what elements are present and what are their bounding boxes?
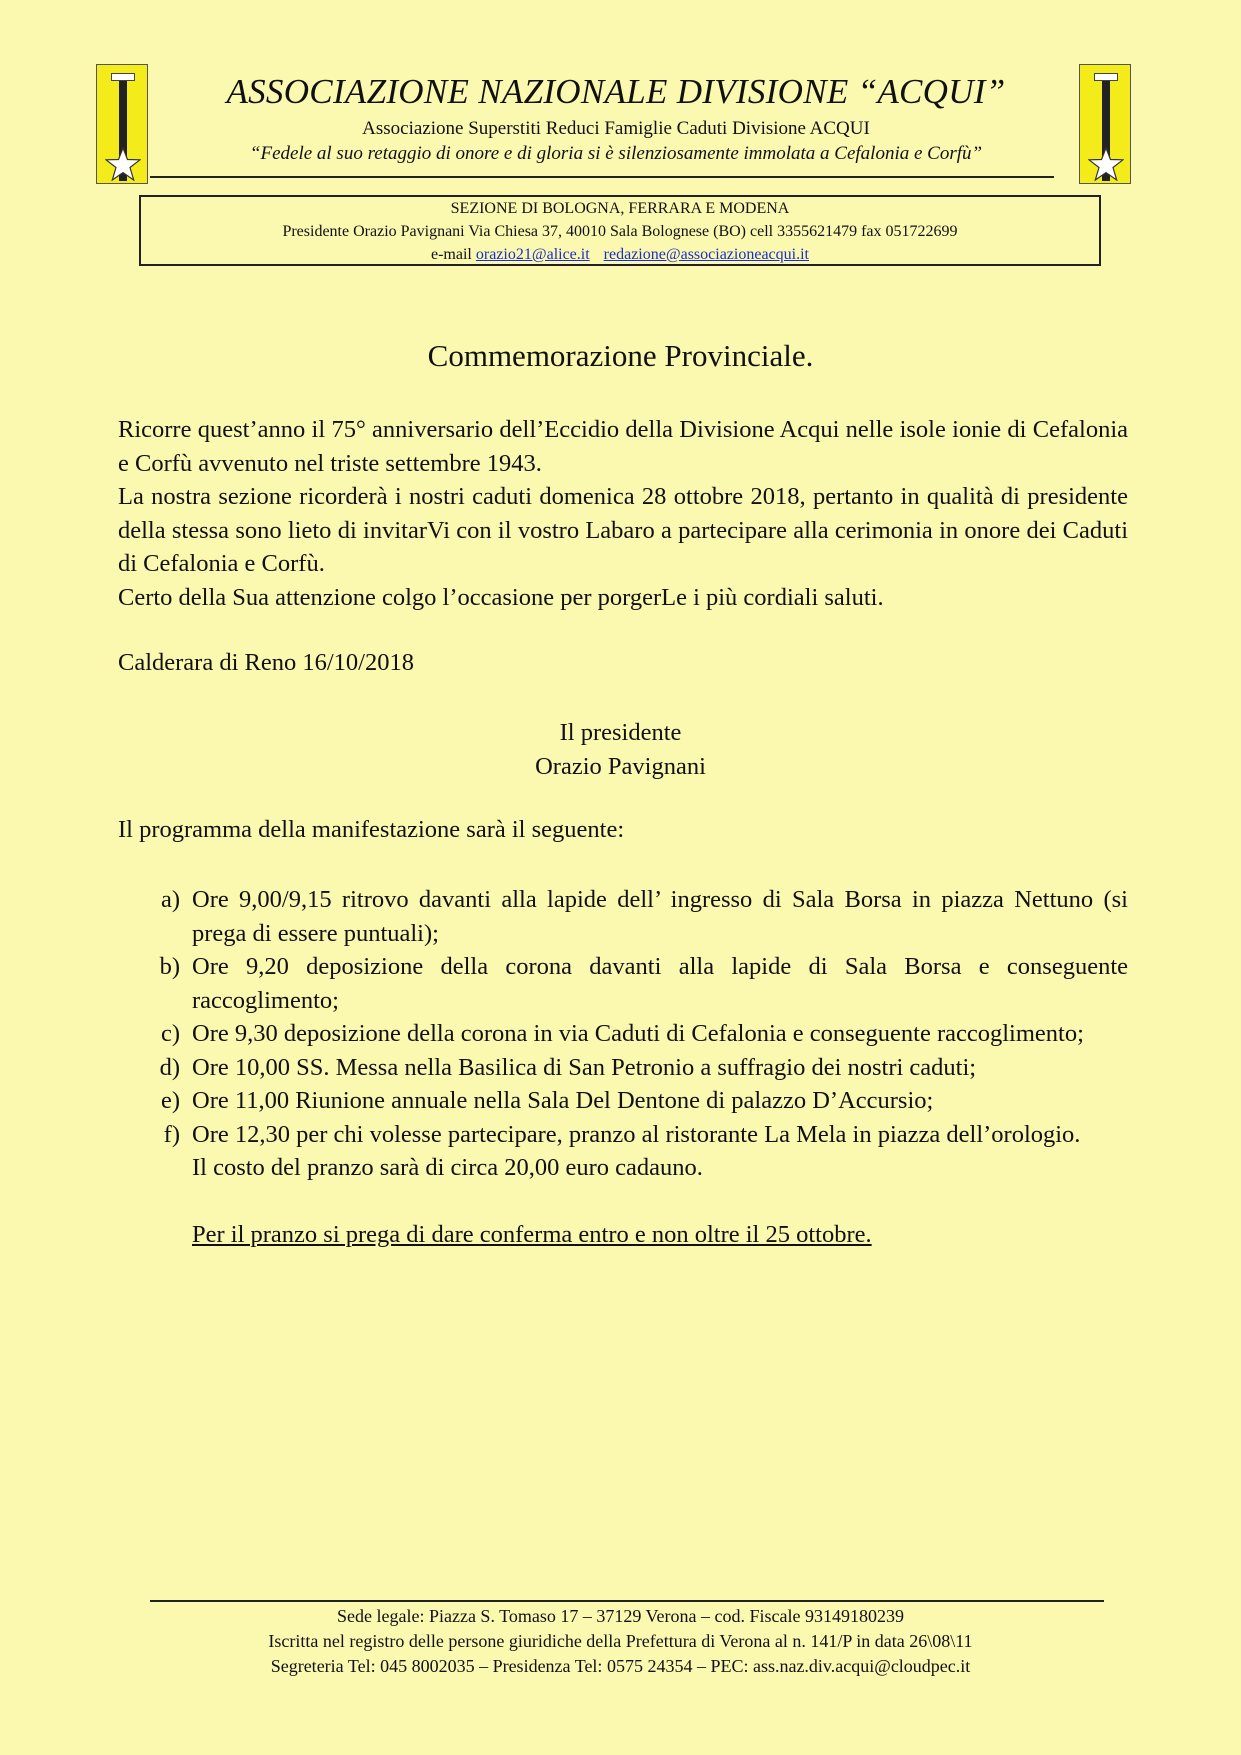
section-email-line — [141, 243, 1099, 266]
footer-divider — [150, 1600, 1104, 1602]
program-list — [118, 883, 1128, 1252]
badge-left-emblem — [96, 64, 148, 184]
signature-role: Il presidente — [559, 719, 682, 746]
section-president-contact: Presidente Orazio Pavignani Via Chiesa 37, 40010 Sala Bolognese (BO) cell 3355621479 fax 051722699 — [282, 223, 958, 240]
program-intro: Il programma della manifestazione sarà il seguente: — [118, 816, 625, 843]
place-date: Calderara di Reno 16/10/2018 — [118, 649, 414, 676]
email-label: e-mail — [431, 246, 472, 263]
association-motto: “Fedele al suo retaggio di onore e di gloria si è silenziosamente immolata a Cefalonia e Corfù” — [249, 143, 983, 164]
letter-body — [118, 413, 1128, 614]
signature-block — [0, 716, 1241, 783]
email-link-president[interactable]: orazio21@alice.it — [475, 246, 590, 263]
footer-contacts: Segreteria Tel: 045 8002035 – Presidenza Tel: 0575 24354 – PEC: ass.naz.div.acqui@cloudpec.it — [270, 1656, 971, 1676]
program-item-text: Ore 12,30 per chi volesse partecipare, pranzo al ristorante La Mela in piazza dell’orologio. — [192, 1120, 1081, 1148]
footer-legal-seat: Sede legale: Piazza S. Tomaso 17 – 37129 Verona – cod. Fiscale 93149180239 — [337, 1606, 904, 1626]
association-subtitle: Associazione Superstiti Reduci Famiglie Caduti Divisione ACQUI — [362, 118, 870, 139]
program-item-marker: d) — [159, 1053, 180, 1081]
program-item-marker: b) — [159, 953, 180, 980]
badge-cap — [1094, 73, 1118, 81]
paragraph: Certo della Sua attenzione colgo l’occasione per porgerLe i più cordiali saluti. — [118, 583, 884, 611]
paragraph: La nostra sezione ricorderà i nostri caduti domenica 28 ottobre 2018, pertanto in qualità di presidente della stessa sono lieto di invitarVi con il vostro Labaro a partecipare alla cerimonia in onore dei Caduti di Cefalonia e Corfù. — [118, 483, 1128, 577]
program-item-text: Ore 9,00/9,15 ritrovo davanti alla lapide dell’ ingresso di Sala Borsa in piazza Nettuno (si prega di essere puntuali); — [192, 886, 1128, 947]
paragraph: Ricorre quest’anno il 75° anniversario dell’Eccidio della Divisione Acqui nelle isole ionie di Cefalonia e Corfù avvenuto nel triste settembre 1943. — [118, 416, 1128, 477]
program-item-text: Ore 10,00 SS. Messa nella Basilica di San Petronio a suffragio dei nostri caduti; — [192, 1053, 977, 1081]
section-info-box — [139, 195, 1101, 266]
program-item-marker: f) — [163, 1120, 180, 1148]
program-item — [118, 883, 1128, 950]
star-icon — [1088, 147, 1124, 181]
document-title: Commemorazione Provinciale. — [427, 338, 814, 373]
cost-note: Il costo del pranzo sarà di circa 20,00 euro cadauno. — [192, 1154, 703, 1181]
program-item-text: Ore 9,30 deposizione della corona in via Caduti di Cefalonia e conseguente raccoglimento; — [192, 1020, 1084, 1047]
program-item — [118, 1051, 1128, 1085]
program-item-marker: c) — [160, 1020, 180, 1047]
program-item-marker: a) — [160, 886, 180, 913]
section-name: SEZIONE DI BOLOGNA, FERRARA E MODENA — [450, 200, 790, 217]
confirm-note: Per il pranzo si prega di dare conferma entro e non oltre il 25 ottobre. — [192, 1221, 872, 1248]
footer — [0, 1604, 1241, 1679]
email-link-redazione[interactable]: redazione@associazioneacqui.it — [603, 246, 809, 263]
program-item — [118, 1084, 1128, 1118]
program-item-text: Ore 11,00 Riunione annuale nella Sala Del Dentone di palazzo D’Accursio; — [192, 1087, 934, 1114]
signature-name: Orazio Pavignani — [535, 752, 706, 780]
header-divider — [150, 176, 1054, 178]
badge-cap — [111, 73, 135, 81]
star-icon — [105, 147, 141, 181]
program-item — [118, 950, 1128, 1017]
program-item-text: Ore 9,20 deposizione della corona davanti alla lapide di Sala Borsa e conseguente raccoglimento; — [192, 953, 1128, 1014]
association-title: ASSOCIAZIONE NAZIONALE DIVISIONE “ACQUI” — [226, 72, 1006, 111]
program-item-marker: e) — [160, 1087, 180, 1114]
program-item — [118, 1118, 1128, 1152]
badge-right-emblem — [1079, 64, 1131, 184]
program-item — [118, 1017, 1128, 1051]
footer-registration: Iscritta nel registro delle persone giuridiche della Prefettura di Verona al n. 141/P in data 26\08\11 — [268, 1631, 973, 1651]
